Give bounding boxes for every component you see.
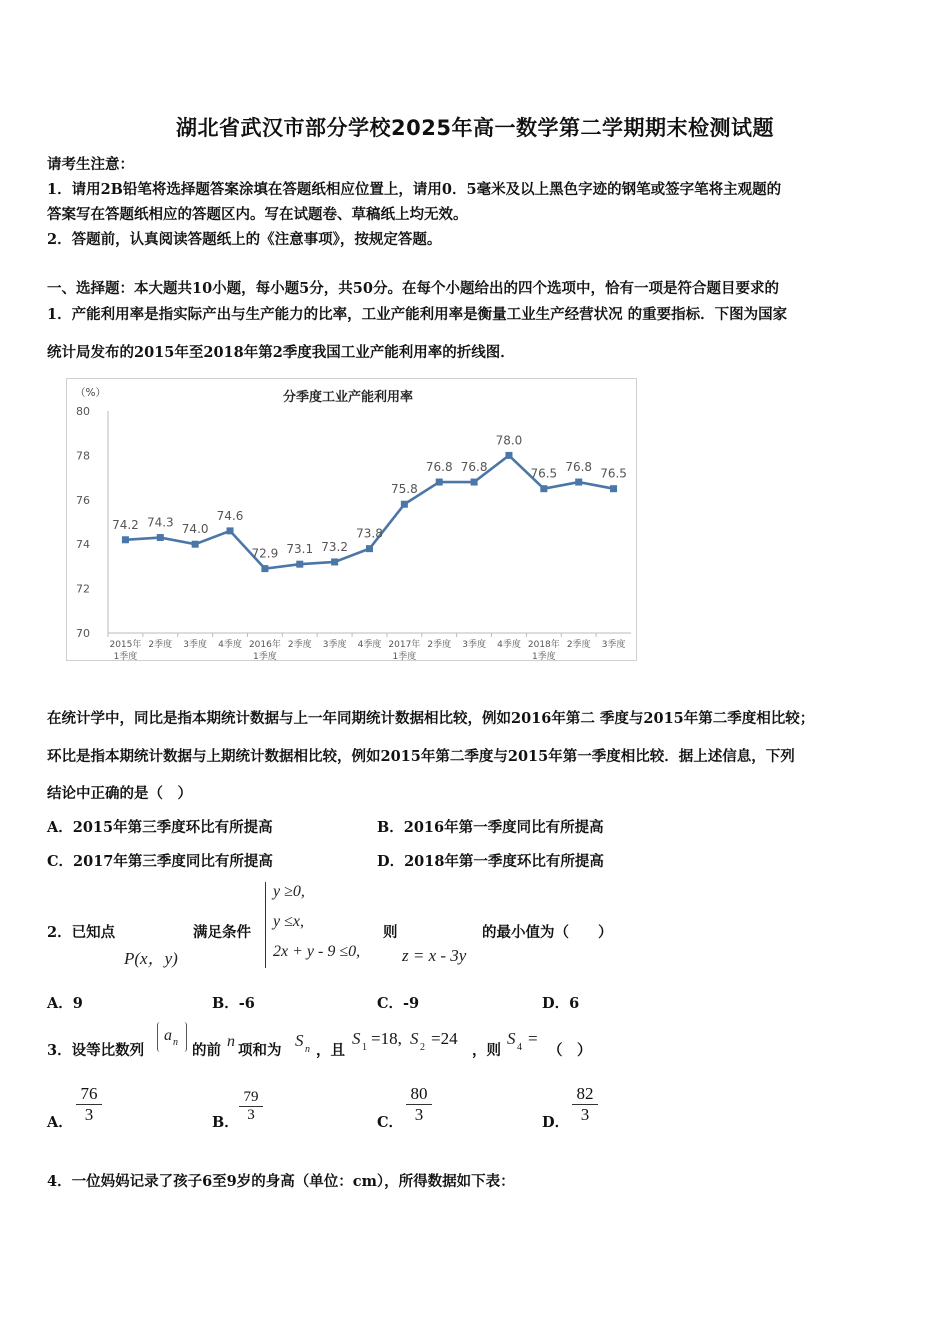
- q3-S1-value: =18,: [371, 1029, 402, 1048]
- chart-xtick-label: 4季度: [218, 640, 242, 650]
- q2-objective: z = x - 3y: [402, 946, 467, 965]
- chart-data-point: [366, 545, 373, 552]
- chart-ytick-label: 78: [76, 449, 90, 463]
- capacity-utilization-chart: [66, 378, 641, 668]
- notice-line-2: 2．答题前，认真阅读答题纸上的《注意事项》，按规定答题。: [47, 231, 442, 248]
- chart-data-point: [610, 485, 617, 492]
- q2-option-a[interactable]: A．9: [47, 995, 83, 1012]
- q3-S2-value: =24: [431, 1029, 458, 1048]
- q3-prefix: 3．设等比数列: [47, 1042, 145, 1059]
- q2-point: P(x，y): [124, 949, 178, 968]
- q1-option-c[interactable]: C．2017年第三季度同比有所提高: [47, 853, 273, 870]
- chart-data-point: [401, 501, 408, 508]
- q2-cond-2: y ≤x,: [273, 913, 304, 930]
- q3-option-a-fraction[interactable]: [76, 1084, 102, 1125]
- q3-seq-subscript: n: [173, 1037, 178, 1048]
- chart-xtick-label: 2015年: [109, 640, 142, 650]
- q3-option-b-label[interactable]: B．: [212, 1114, 239, 1131]
- notice-line-1b: 答案写在答题纸相应的答题区内。写在试题卷、草稿纸上均无效。: [47, 206, 468, 223]
- chart-xtick-label: 2季度: [566, 640, 591, 650]
- chart-ytick-label: 72: [76, 582, 90, 596]
- q3-mid-2: 项和为: [238, 1042, 282, 1059]
- q1-line-1: 1．产能利用率是指实际产出与生产能力的比率，工业产能利用率是衡量工业生产经营状况 的重要指标．下图为国家: [47, 306, 788, 323]
- q3-option-a-label[interactable]: A．: [47, 1114, 73, 1131]
- q1-option-d[interactable]: D．2018年第一季度环比有所提高: [377, 853, 604, 870]
- chart-data-point: [296, 561, 303, 568]
- chart-xtick-label: 1季度: [531, 652, 556, 662]
- q3-option-b-numerator: 79: [243, 1089, 259, 1105]
- chart-data-label: 74.3: [146, 515, 174, 530]
- q2-prefix: 2．已知点: [47, 924, 116, 941]
- chart-data-label: 76.8: [425, 460, 453, 475]
- q2-option-d[interactable]: D．6: [542, 995, 580, 1012]
- chart-xtick-label: 4季度: [357, 640, 382, 650]
- chart-xtick-label: 3季度: [322, 640, 347, 650]
- q2-option-c[interactable]: C．-9: [377, 995, 420, 1012]
- section-heading: 一、选择题：本大题共10小题，每小题5分，共50分。在每个小题给出的四个选项中，恰有一项是符合题目要求的: [47, 280, 779, 297]
- q2-option-b[interactable]: B．-6: [212, 995, 255, 1012]
- q3-S1-sub: 1: [362, 1042, 367, 1053]
- q3-suffix: （ ）: [548, 1042, 592, 1059]
- q1-para-1: 在统计学中，同比是指本期统计数据与上一年同期统计数据相比较，例如2016年第二 季度与2015年第二季度相比较；: [47, 710, 815, 727]
- chart-data-label: 73.2: [321, 539, 348, 554]
- q3-mid-1: 的前: [192, 1042, 221, 1059]
- q3-S-sub: n: [305, 1044, 310, 1055]
- notice-line-1: 1．请用2B铅笔将选择题答案涂填在答题纸相应位置上，请用0．5毫米及以上黑色字迹的钢笔或签字笔将主观题的: [47, 181, 782, 198]
- chart-ytick-label: 80: [76, 405, 90, 418]
- chart-data-label: 74.6: [216, 508, 244, 523]
- chart-xtick-label: 3季度: [183, 640, 208, 650]
- q3-seq-symbol: a: [164, 1027, 172, 1044]
- chart-data-label: 76.8: [460, 460, 488, 475]
- q3-option-c-denominator: 3: [414, 1105, 424, 1124]
- chart-xtick-label: 1季度: [253, 652, 277, 662]
- chart-ytick-label: 76: [76, 493, 90, 507]
- q2-system-brace: [265, 882, 266, 968]
- chart-data-label: 74.2: [112, 517, 139, 532]
- notice-heading: 请考生注意：: [47, 156, 134, 173]
- q3-n: n: [227, 1033, 235, 1050]
- chart-data-label: 72.9: [251, 546, 279, 561]
- q3-option-c-numerator: 80: [410, 1084, 428, 1103]
- chart-data-label: 76.8: [565, 460, 593, 475]
- q3-mid-4: ，则: [472, 1042, 501, 1059]
- q3-option-d-fraction[interactable]: [572, 1084, 598, 1125]
- chart-data-label: 75.8: [391, 482, 418, 497]
- q2-then: 则: [383, 924, 398, 941]
- q3-S4-sub: 4: [517, 1042, 522, 1053]
- chart-data-point: [122, 536, 129, 543]
- q2-cond-1: y ≥0,: [273, 883, 305, 900]
- chart-xtick-label: 4季度: [497, 640, 521, 650]
- chart-data-point: [227, 527, 234, 534]
- chart-ytick-label: 70: [76, 627, 90, 640]
- q3-option-b-denominator: 3: [247, 1107, 255, 1123]
- q3-option-d-numerator: 82: [576, 1084, 594, 1103]
- q3-option-a-numerator: 76: [80, 1084, 98, 1103]
- q1-option-b[interactable]: B．2016年第一季度同比有所提高: [377, 819, 604, 836]
- chart-xtick-label: 3季度: [462, 640, 486, 650]
- q4-line-1: 4．一位妈妈记录了孩子6至9岁的身高（单位：cm），所得数据如下表：: [47, 1173, 515, 1190]
- q3-equals: =: [528, 1029, 538, 1048]
- q3-sequence-braces: [157, 1022, 187, 1052]
- q3-S: S: [295, 1031, 304, 1050]
- chart-xtick-label: 2季度: [148, 640, 173, 650]
- chart-xtick-label: 3季度: [601, 640, 626, 650]
- chart-data-label: 76.5: [530, 466, 558, 481]
- q2-cond-label: 满足条件: [193, 924, 251, 941]
- q1-para-2: 环比是指本期统计数据与上期统计数据相比较，例如2015年第二季度与2015年第一季度相比较．据上述信息，下列: [47, 748, 795, 765]
- chart-xtick-label: 1季度: [113, 652, 138, 662]
- q3-option-c-fraction[interactable]: [406, 1084, 432, 1125]
- q1-line-2: 统计局发布的2015年至2018年第2季度我国工业产能利用率的折线图．: [47, 344, 515, 361]
- chart-title: 分季度工业产能利用率: [282, 390, 414, 405]
- chart-xtick-label: 2季度: [287, 640, 312, 650]
- chart-data-point: [192, 541, 199, 548]
- chart-data-point: [261, 565, 268, 572]
- chart-xtick-label: 2季度: [427, 640, 452, 650]
- chart-xtick-label: 2016年: [248, 640, 281, 650]
- chart-data-point: [157, 534, 164, 541]
- chart-data-point: [471, 479, 478, 486]
- chart-data-point: [540, 485, 547, 492]
- q3-option-c-label[interactable]: C．: [377, 1114, 404, 1131]
- chart-xtick-label: 2018年: [527, 640, 560, 650]
- chart-ytick-label: 74: [76, 538, 90, 552]
- chart-data-label: 74.0: [181, 522, 209, 537]
- q3-S2: S: [410, 1029, 419, 1048]
- q3-option-d-denominator: 3: [580, 1105, 590, 1124]
- q3-S2-sub: 2: [420, 1042, 425, 1053]
- q3-option-d-label[interactable]: D．: [542, 1114, 570, 1131]
- chart-data-point: [331, 558, 338, 565]
- q2-suffix: 的最小值为（ ）: [482, 924, 613, 941]
- q3-S4: S: [507, 1029, 516, 1048]
- chart-data-label: 76.5: [600, 466, 627, 481]
- chart-data-point: [505, 452, 512, 459]
- chart-data-label: 78.0: [495, 433, 523, 448]
- q3-S1: S: [352, 1029, 361, 1048]
- q3-option-b-fraction[interactable]: [239, 1089, 263, 1124]
- q1-option-a[interactable]: A．2015年第三季度环比有所提高: [47, 819, 273, 836]
- q2-cond-3: 2x + y - 9 ≤0,: [273, 943, 361, 960]
- q1-para-3: 结论中正确的是（ ）: [47, 785, 192, 802]
- chart-xtick-label: 2017年: [388, 640, 421, 650]
- page-title: 湖北省武汉市部分学校2025年高一数学第二学期期末检测试题: [176, 116, 774, 140]
- q3-option-a-denominator: 3: [84, 1105, 94, 1124]
- chart-data-point: [436, 479, 443, 486]
- chart-ylabel: （%）: [75, 387, 106, 399]
- chart-data-point: [575, 479, 582, 486]
- chart-data-label: 73.8: [356, 526, 383, 541]
- q3-mid-3: ，且: [316, 1042, 345, 1059]
- chart-xtick-label: 1季度: [392, 652, 417, 662]
- chart-data-label: 73.1: [286, 542, 314, 557]
